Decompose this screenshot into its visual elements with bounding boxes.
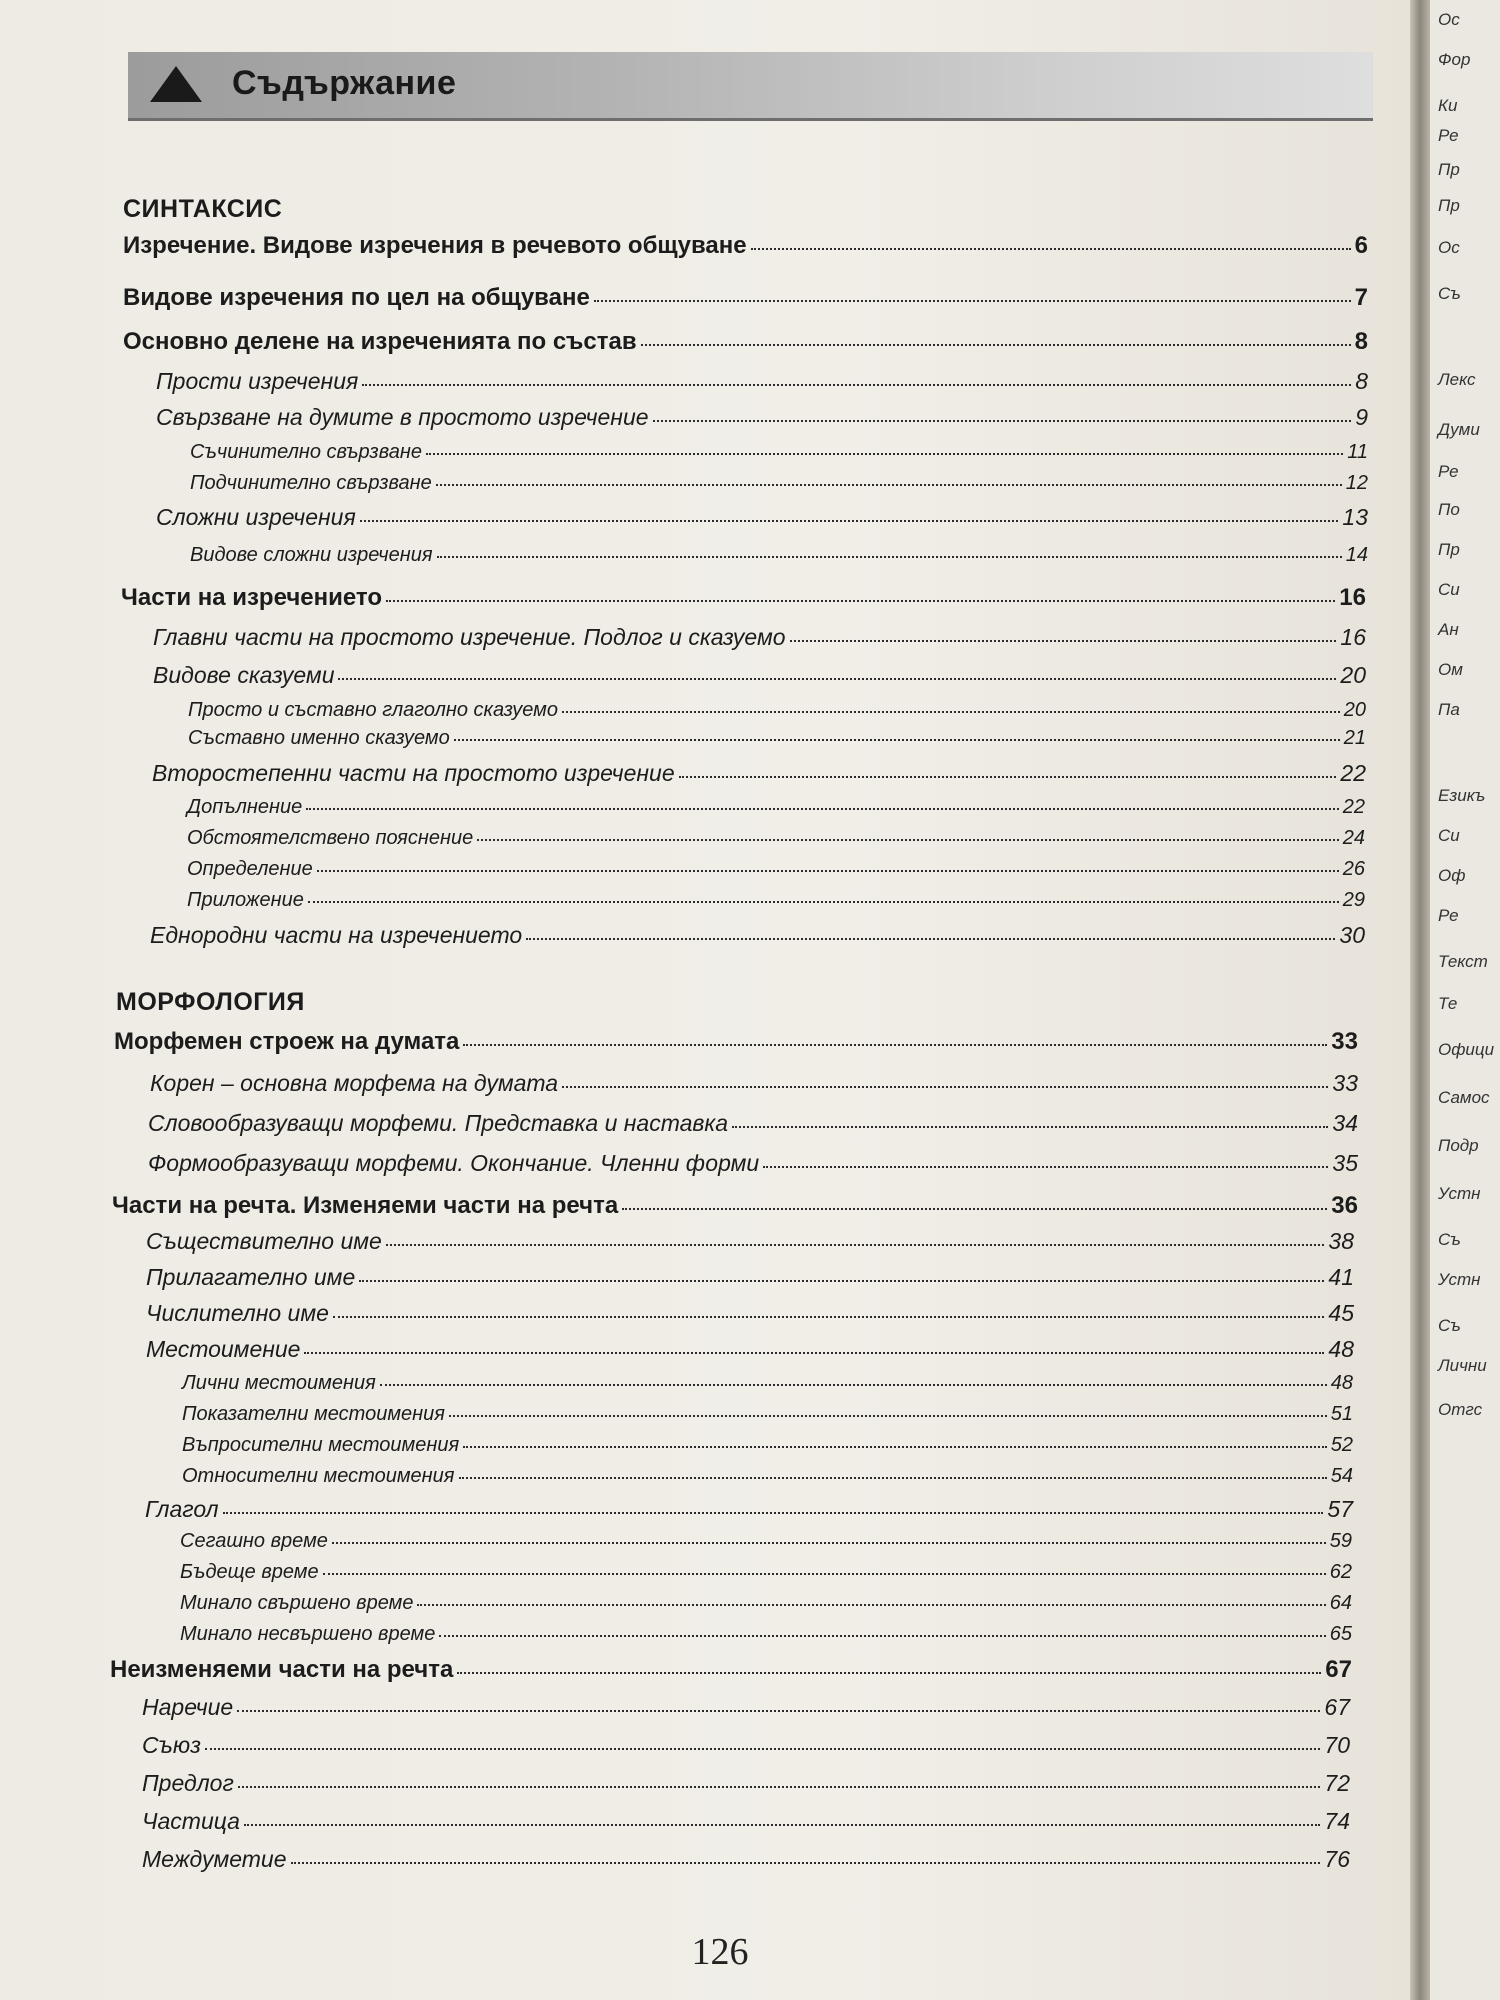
toc-entry: [180, 1592, 1352, 1615]
toc-entry: [182, 1403, 1353, 1426]
toc-entry: [153, 624, 1366, 651]
toc-entry-label: Сложни изречения: [156, 504, 356, 530]
toc-entry-page: 21: [1343, 727, 1366, 749]
facing-page-fragment: Лекс: [1438, 370, 1476, 389]
toc-entry-label: Второстепенни части на простото изречение: [152, 760, 675, 786]
page-number: 126: [691, 1931, 749, 1973]
toc-entry: [148, 1110, 1358, 1137]
dot-leader: [449, 1414, 1327, 1417]
facing-page-fragment: Пр: [1438, 160, 1460, 179]
dot-leader: [338, 677, 1336, 680]
facing-page-fragment: Отгс: [1438, 1400, 1483, 1419]
toc-entry: [190, 544, 1368, 567]
toc-entry-page: 54: [1330, 1465, 1353, 1487]
dot-leader: [454, 738, 1340, 741]
facing-page-fragment: По: [1438, 500, 1460, 519]
facing-page-fragment: Съ: [1438, 1316, 1461, 1335]
toc-entry-page: 8: [1355, 368, 1368, 394]
facing-page-fragment: Оф: [1438, 866, 1466, 885]
toc-entry-page: 41: [1328, 1264, 1354, 1290]
toc-entry-label: Прилагателно име: [146, 1264, 356, 1290]
facing-page-fragment: Си: [1438, 826, 1460, 845]
toc-entry-page: 35: [1332, 1150, 1358, 1176]
dot-leader: [439, 1634, 1325, 1637]
dot-leader: [477, 838, 1339, 841]
facing-page-fragment: Пр: [1438, 196, 1460, 215]
dot-leader: [459, 1476, 1327, 1479]
toc-entry-label: Подчинително свързване: [190, 472, 432, 494]
dot-leader: [679, 775, 1337, 778]
toc-entry-label: Морфемен строеж на думата: [114, 1028, 460, 1055]
facing-page-fragment: Думи: [1438, 420, 1480, 439]
toc-entry-label: Числително име: [146, 1300, 329, 1326]
toc-entry-label: Части на изречението: [121, 584, 382, 611]
toc-entry-label: Наречие: [142, 1694, 234, 1720]
toc-entry-label: Неизменяеми части на речта: [110, 1656, 454, 1683]
toc-entry-label: Изречение. Видове изречения в речевото общуване: [123, 232, 747, 259]
facing-page-fragment: Езикъ: [1438, 786, 1486, 805]
facing-page-fragment: Па: [1438, 700, 1460, 719]
toc-entry: [145, 1496, 1353, 1523]
toc-entry: [156, 404, 1368, 431]
toc-entry-page: 26: [1342, 858, 1365, 880]
dot-leader: [763, 1165, 1328, 1168]
toc-entry: [123, 232, 1368, 260]
dot-leader: [306, 807, 1338, 810]
dot-leader: [622, 1207, 1327, 1210]
dot-leader: [732, 1125, 1328, 1128]
dot-leader: [362, 383, 1351, 386]
toc-entry-page: 48: [1328, 1336, 1354, 1362]
toc-entry-page: 22: [1340, 760, 1366, 786]
toc-entry-page: 16: [1339, 584, 1366, 611]
toc-entry-label: Прости изречения: [156, 368, 359, 394]
toc-entry-page: 65: [1329, 1623, 1352, 1645]
dot-leader: [426, 452, 1343, 455]
toc-entry: [146, 1300, 1354, 1327]
toc-entry: [114, 1028, 1358, 1056]
toc-entry: [146, 1264, 1354, 1291]
dot-leader: [205, 1747, 1321, 1750]
facing-page-fragment: Устн: [1438, 1270, 1481, 1289]
toc-entry: [110, 1656, 1352, 1684]
toc-entry-page: 20: [1340, 662, 1366, 688]
toc-entry-page: 20: [1343, 699, 1366, 721]
facing-page-edge: [1430, 0, 1500, 2000]
toc-entry-page: 38: [1328, 1228, 1354, 1254]
toc-entry-label: Бъдеще време: [180, 1561, 319, 1583]
toc-entry-label: Приложение: [187, 889, 304, 911]
dot-leader: [359, 1279, 1324, 1282]
toc-entry-page: 24: [1342, 827, 1365, 849]
toc-entry-label: Показателни местоимения: [182, 1403, 445, 1425]
toc-entry-page: 12: [1345, 472, 1368, 494]
toc-entry: [156, 504, 1368, 531]
dot-leader: [463, 1043, 1327, 1046]
toc-entry-page: 64: [1329, 1592, 1352, 1614]
toc-entry-label: Местоимение: [146, 1336, 301, 1362]
facing-page-fragment: Ос: [1438, 10, 1460, 29]
book-gutter: [1410, 0, 1430, 2000]
toc-entry-label: Определение: [187, 858, 313, 880]
toc-entry-label: Видове сложни изречения: [190, 544, 433, 566]
dot-leader: [308, 900, 1339, 903]
toc-entry: [182, 1372, 1353, 1395]
toc-entry-page: 36: [1331, 1192, 1358, 1219]
facing-page-fragment: Съ: [1438, 284, 1461, 303]
toc-entry: [187, 889, 1365, 912]
page-title: Съдържание: [232, 64, 457, 102]
toc-entry-page: 48: [1330, 1372, 1353, 1394]
toc-entry-label: Лични местоимения: [182, 1372, 376, 1394]
toc-entry: [123, 328, 1368, 356]
toc-entry: [146, 1228, 1354, 1255]
toc-entry: [153, 662, 1366, 689]
toc-entry-label: Еднородни части на изречението: [150, 922, 523, 948]
toc-entry-page: 6: [1354, 232, 1368, 259]
toc-entry-label: Видове изречения по цел на общуване: [123, 284, 590, 311]
dot-leader: [317, 869, 1339, 872]
toc-entry: [190, 472, 1368, 495]
toc-entry-page: 30: [1339, 922, 1365, 948]
facing-page-fragment: Си: [1438, 580, 1460, 599]
toc-entry-page: 34: [1332, 1110, 1358, 1136]
facing-page-fragment: Офици: [1438, 1040, 1495, 1059]
toc-entry: [142, 1808, 1350, 1835]
toc-entry-label: Допълнение: [187, 796, 303, 818]
toc-entry-page: 11: [1347, 441, 1368, 463]
dot-leader: [594, 299, 1351, 302]
facing-page-fragment: Подр: [1438, 1136, 1479, 1155]
dot-leader: [437, 555, 1342, 558]
dot-leader: [463, 1445, 1327, 1448]
toc-entry-page: 62: [1329, 1561, 1352, 1583]
toc-entry-page: 16: [1340, 624, 1366, 650]
toc-entry: [180, 1623, 1352, 1646]
toc-entry-page: 74: [1324, 1808, 1350, 1834]
dot-leader: [436, 483, 1342, 486]
dot-leader: [751, 247, 1351, 250]
toc-entry-page: 33: [1331, 1028, 1358, 1055]
toc-entry: [182, 1434, 1353, 1457]
facing-page-fragment: Ре: [1438, 126, 1459, 145]
toc-entry: [112, 1192, 1358, 1220]
dot-leader: [386, 1243, 1325, 1246]
toc-entry: [150, 1070, 1358, 1097]
toc-entry: [188, 727, 1366, 750]
toc-entry-label: Основно делене на изреченията по състав: [123, 328, 637, 355]
toc-entry-page: 8: [1354, 328, 1368, 355]
facing-page-fragment: Самос: [1438, 1088, 1490, 1107]
facing-page-fragment: Ки: [1438, 96, 1458, 115]
toc-entry-page: 67: [1324, 1694, 1350, 1720]
dot-leader: [457, 1671, 1321, 1674]
toc-entry-page: 13: [1342, 504, 1368, 530]
facing-page-fragment: Пр: [1438, 540, 1460, 559]
facing-page-fragment: Ом: [1438, 660, 1463, 679]
dot-leader: [238, 1785, 1321, 1788]
dot-leader: [244, 1823, 1320, 1826]
toc-entry-label: Съставно именно сказуемо: [188, 727, 450, 749]
toc-entry: [152, 760, 1366, 787]
toc-entry: [182, 1465, 1353, 1488]
toc-entry-label: Словообразуващи морфеми. Представка и наставка: [148, 1110, 729, 1136]
dot-leader: [417, 1603, 1325, 1606]
toc-entry: [188, 699, 1366, 722]
toc-entry: [121, 584, 1366, 612]
dot-leader: [562, 1085, 1328, 1088]
facing-page-fragment: Фор: [1438, 50, 1471, 69]
toc-entry: [180, 1561, 1352, 1584]
toc-entry-label: Съчинително свързване: [190, 441, 422, 463]
facing-page-fragment: Ре: [1438, 906, 1459, 925]
toc-entry: [142, 1770, 1350, 1797]
toc-entry: [156, 368, 1368, 395]
toc-entry-label: Въпросителни местоимения: [182, 1434, 460, 1456]
toc-entry-page: 52: [1330, 1434, 1353, 1456]
toc-entry: [180, 1530, 1352, 1553]
toc-entry: [187, 827, 1365, 850]
section-heading-syntax: СИНТАКСИС: [123, 195, 283, 223]
toc-entry-page: 70: [1324, 1732, 1350, 1758]
toc-entry: [142, 1694, 1350, 1721]
toc-entry-label: Предлог: [142, 1770, 234, 1796]
toc-entry-page: 7: [1354, 284, 1368, 311]
toc-entry-page: 29: [1342, 889, 1365, 911]
section-heading-morphology: МОРФОЛОГИЯ: [116, 988, 305, 1016]
dot-leader: [333, 1315, 1325, 1318]
facing-page-fragment: Ан: [1438, 620, 1459, 639]
toc-entry-label: Свързване на думите в простото изречение: [156, 404, 649, 430]
toc-entry: [187, 858, 1365, 881]
toc-entry-label: Формообразуващи морфеми. Окончание. Членни форми: [148, 1150, 760, 1176]
dot-leader: [386, 599, 1335, 602]
toc-entry-label: Просто и съставно глаголно сказуемо: [188, 699, 559, 721]
toc-entry-label: Корен – основна морфема на думата: [150, 1070, 559, 1096]
facing-page-fragment: Текст: [1438, 952, 1488, 971]
toc-entry-page: 9: [1355, 404, 1368, 430]
toc-entry: [187, 796, 1365, 819]
toc-entry-label: Видове сказуеми: [153, 662, 335, 688]
toc-entry-label: Части на речта. Изменяеми части на речта: [112, 1192, 619, 1219]
dot-leader: [790, 639, 1337, 642]
toc-entry-page: 45: [1328, 1300, 1354, 1326]
toc-entry: [150, 922, 1365, 949]
facing-page-fragment: Ре: [1438, 462, 1459, 481]
dot-leader: [360, 519, 1339, 522]
toc-entry-page: 72: [1324, 1770, 1350, 1796]
toc-entry-label: Глагол: [145, 1496, 219, 1522]
toc-entry-page: 59: [1329, 1530, 1352, 1552]
dot-leader: [332, 1541, 1326, 1544]
toc-entry-page: 76: [1324, 1846, 1350, 1872]
facing-page-fragment: Съ: [1438, 1230, 1461, 1249]
toc-entry: [123, 284, 1368, 312]
toc-entry-label: Обстоятелствено пояснение: [187, 827, 474, 849]
dot-leader: [304, 1351, 1324, 1354]
toc-entry-page: 57: [1327, 1496, 1353, 1522]
toc-entry-label: Сегашно време: [180, 1530, 328, 1552]
toc-entry: [142, 1846, 1350, 1873]
facing-page-fragment: Лични: [1438, 1356, 1487, 1375]
toc-entry: [142, 1732, 1350, 1759]
dot-leader: [380, 1383, 1327, 1386]
facing-page-fragment: Те: [1438, 994, 1458, 1013]
toc-entry-page: 33: [1332, 1070, 1358, 1096]
toc-entry-label: Съюз: [142, 1732, 201, 1758]
toc-entry-label: Относителни местоимения: [182, 1465, 455, 1487]
toc-entry-label: Съществително име: [146, 1228, 382, 1254]
toc-entry-page: 51: [1330, 1403, 1353, 1425]
facing-page-fragment: Устн: [1438, 1184, 1481, 1203]
dot-leader: [653, 419, 1352, 422]
toc-entry-label: Главни части на простото изречение. Подлог и сказуемо: [153, 624, 786, 650]
toc-entry-label: Частица: [142, 1808, 240, 1834]
dot-leader: [237, 1709, 1320, 1712]
toc-entry-label: Минало несвършено време: [180, 1623, 436, 1645]
dot-leader: [641, 343, 1351, 346]
dot-leader: [526, 937, 1335, 940]
dot-leader: [291, 1861, 1321, 1864]
toc-entry-page: 14: [1345, 544, 1368, 566]
toc-entry-page: 22: [1342, 796, 1365, 818]
facing-page-fragment: Ос: [1438, 238, 1460, 257]
toc-entry: [148, 1150, 1358, 1177]
toc-entry-label: Минало свършено време: [180, 1592, 414, 1614]
toc-entry-page: 67: [1325, 1656, 1352, 1683]
toc-entry: [190, 441, 1368, 464]
dot-leader: [562, 710, 1340, 713]
dot-leader: [223, 1511, 1324, 1514]
toc-entry: [146, 1336, 1354, 1363]
toc-entry-label: Междуметие: [142, 1846, 287, 1872]
dot-leader: [323, 1572, 1326, 1575]
